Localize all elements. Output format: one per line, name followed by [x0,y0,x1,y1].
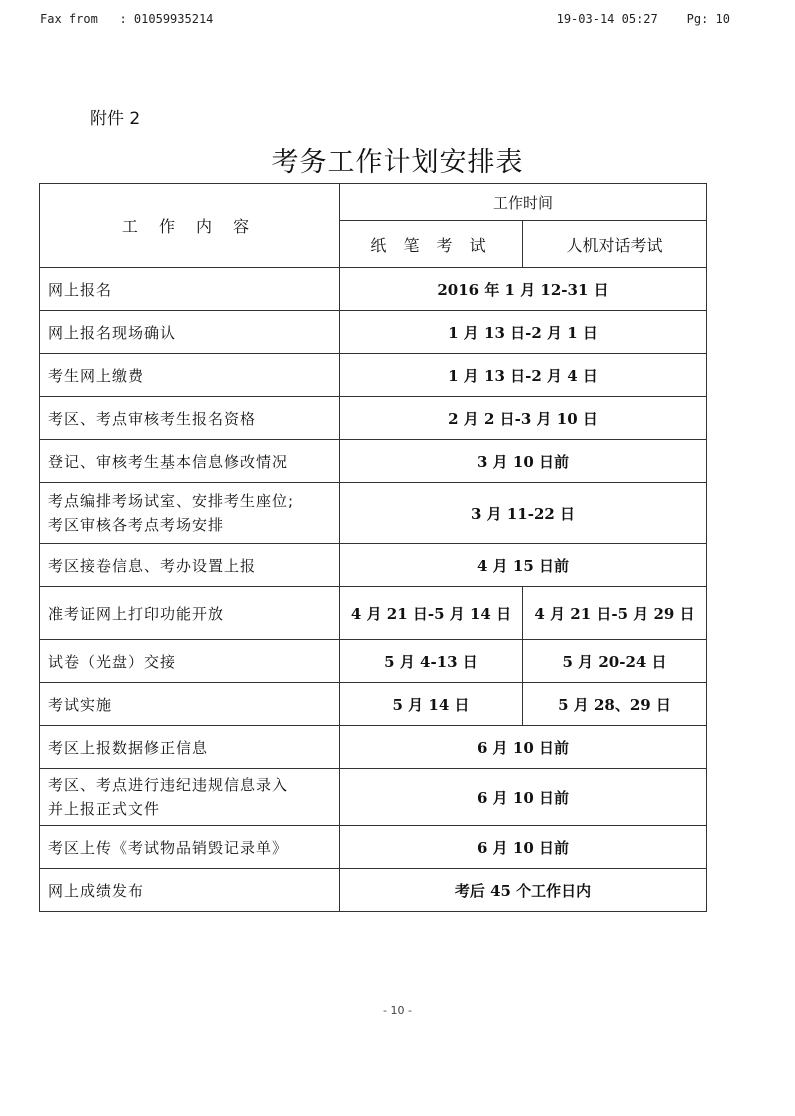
task-line: 考点编排考场试室、安排考生座位; [48,492,295,510]
task-cell: 登记、审核考生基本信息修改情况 [40,440,340,483]
time-cell: 考后 45 个工作日内 [340,869,707,912]
task-cell: 网上报名现场确认 [40,311,340,354]
time-cell-paper: 5 月 14 日 [340,683,523,726]
task-cell: 考区、考点审核考生报名资格 [40,397,340,440]
time-cell: 6 月 10 日前 [340,769,707,826]
header-paper-exam: 纸 笔 考 试 [340,221,523,268]
task-cell: 网上成绩发布 [40,869,340,912]
task-cell: 准考证网上打印功能开放 [40,587,340,640]
task-cell: 考试实施 [40,683,340,726]
task-cell: 考区上传《考试物品销毁记录单》 [40,826,340,869]
task-line: 考区、考点进行违纪违规信息录入 [48,776,289,794]
time-cell: 2 月 2 日-3 月 10 日 [340,397,707,440]
header-task: 工 作 内 容 [40,184,340,268]
table-row [40,726,707,769]
fax-header [40,12,730,30]
table-row [40,544,707,587]
time-cell-computer: 4 月 21 日-5 月 29 日 [523,587,707,640]
header-time: 工作时间 [340,184,707,221]
table-header-row [40,184,707,221]
table-row [40,826,707,869]
task-cell [40,769,340,826]
table-row [40,354,707,397]
fax-sender: Fax from : 01059935214 [40,12,214,26]
header-computer-exam: 人机对话考试 [523,221,707,268]
table-row [40,397,707,440]
task-cell [40,483,340,544]
time-cell: 1 月 13 日-2 月 1 日 [340,311,707,354]
table-row [40,869,707,912]
table-row [40,268,707,311]
time-cell-computer: 5 月 20-24 日 [523,640,707,683]
time-cell-paper: 5 月 4-13 日 [340,640,523,683]
task-line: 考区审核各考点考场安排 [48,516,225,534]
time-cell-computer: 5 月 28、29 日 [523,683,707,726]
fax-datetime-page: 19-03-14 05:27 Pg: 10 [556,12,730,26]
time-cell-paper: 4 月 21 日-5 月 14 日 [340,587,523,640]
time-cell: 3 月 10 日前 [340,440,707,483]
task-cell: 网上报名 [40,268,340,311]
table-row [40,483,707,544]
time-cell: 3 月 11-22 日 [340,483,707,544]
document-title: 考务工作计划安排表 [271,147,524,178]
time-cell: 6 月 10 日前 [340,726,707,769]
task-cell: 试卷（光盘）交接 [40,640,340,683]
table-row [40,640,707,683]
table-row [40,587,707,640]
task-cell: 考区上报数据修正信息 [40,726,340,769]
schedule-table [39,183,707,912]
task-line: 并上报正式文件 [48,800,161,818]
table-row [40,769,707,826]
time-cell: 4 月 15 日前 [340,544,707,587]
time-cell: 2016 年 1 月 12-31 日 [340,268,707,311]
page-number: - 10 - [383,1004,412,1017]
task-cell: 考区接卷信息、考办设置上报 [40,544,340,587]
time-cell: 6 月 10 日前 [340,826,707,869]
table-row [40,311,707,354]
task-cell: 考生网上缴费 [40,354,340,397]
table-row [40,683,707,726]
table-row [40,440,707,483]
attachment-label: 附件 2 [90,109,141,129]
time-cell: 1 月 13 日-2 月 4 日 [340,354,707,397]
